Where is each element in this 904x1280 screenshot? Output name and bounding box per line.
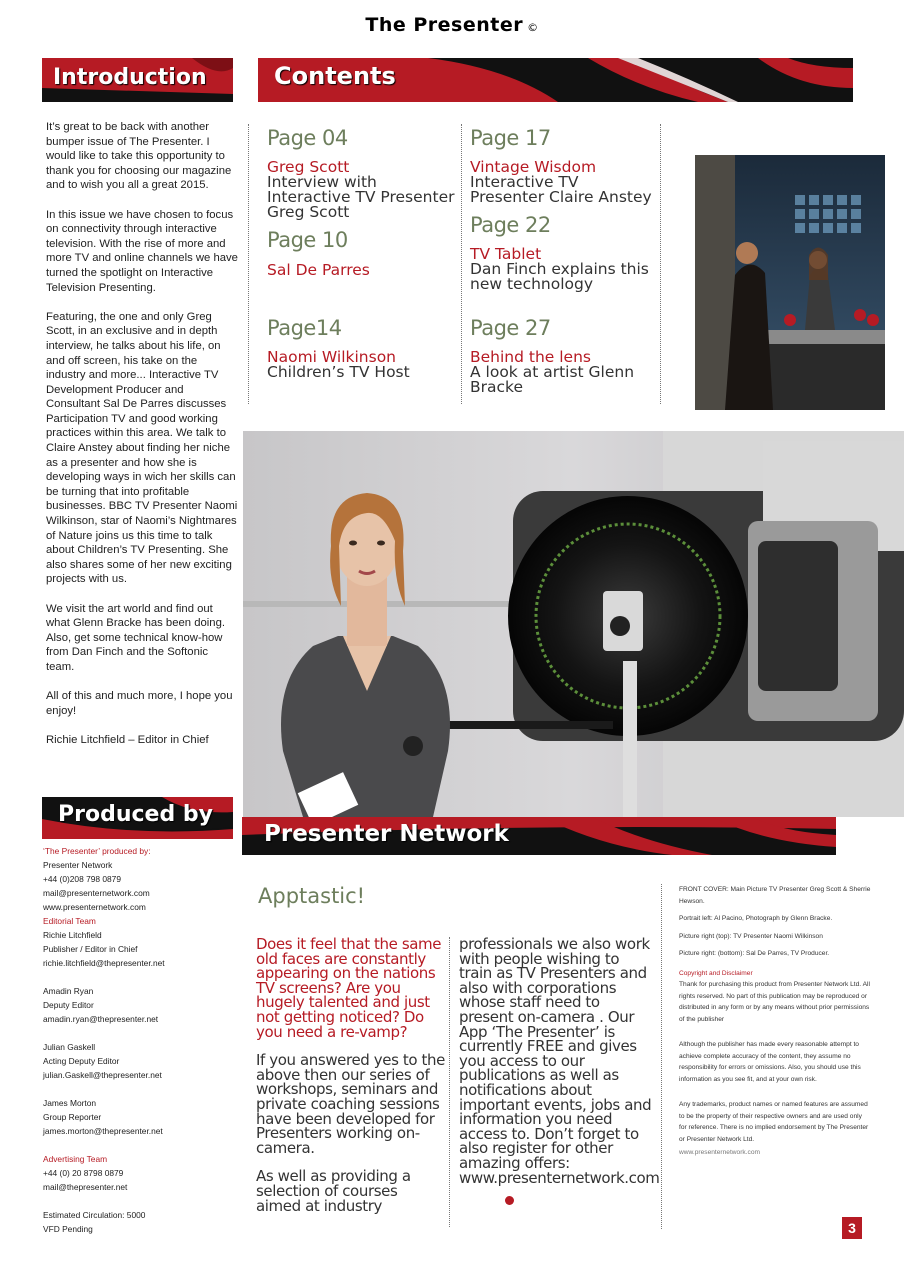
circulation-status: VFD Pending [43,1224,93,1234]
contents-heading: Contents [274,62,396,90]
company-phone: +44 (0)208 798 0879 [43,874,122,884]
apptastic-paragraph: If you answered yes to the above then our series of workshops, seminars and private coaching sessions have been developed for Presenters working on-camera. [256,1051,445,1157]
team-member-role: Acting Deputy Editor [43,1056,120,1066]
contents-page-number: Page 17 [470,126,551,150]
contents-entry[interactable] [267,126,462,220]
contents-entry[interactable] [267,316,457,380]
advertising-phone: +44 (0) 20 8798 0879 [43,1168,124,1178]
column-divider [449,937,450,1227]
contents-subtitle: Interactive TV Presenter Claire Anstey [470,173,652,206]
produced-by-label: ‘The Presenter’ produced by: [43,846,151,856]
apptastic-paragraph: As well as providing a selection of courses aimed at industry [256,1167,411,1215]
disclaimer-text: Although the publisher has made every reasonable attempt to achieve complete accuracy of the content, they assume no responsibility for errors or omissions. Also, you should use this information as you see fit, and at your own risk. [679,1041,861,1083]
credits-and-disclaimer [679,884,871,1165]
masthead-copyright: © [527,21,539,34]
team-member-role: Deputy Editor [43,1000,94,1010]
contents-page-number: Page 22 [470,213,551,237]
intro-paragraph: In this issue we have chosen to focus on connectivity through interactive television. With the rise of more and more TV and online channels we have turned the spotlight on Interactive Television Presenting. [46,208,238,294]
end-mark-icon [505,1196,514,1205]
apptastic-column-1 [256,937,446,1227]
contents-title[interactable]: Behind the lens [470,348,591,366]
picture-credit: Picture right: (bottom): Sal De Parres, TV Producer. [679,950,830,957]
company-name: Presenter Network [43,860,113,870]
produced-by-banner [42,797,233,839]
disclaimer-text: Any trademarks, product names or named features are assumed to be the property of their respective owners and are used only for reference. There is no implied endorsement by The Presenter or Presenter Network Ltd. [679,1101,869,1143]
presenter-network-heading: Presenter Network [264,821,509,847]
team-member-name: Richie Litchfield [43,930,102,940]
intro-paragraph: Featuring, the one and only Greg Scott, in an exclusive and in depth interview, he talks about his life, on and off screen, his take on the industry and more... Interactive TV Development Producer and Consultant Sal De Parres discusses Participation TV and good working practices within this area. We talk to Claire Anstey about finding her niche as a presenter and how she is developing ways in wich her skills can be turning that into profitable businesses. BBC TV Presenter Naomi Wilkinson, star of Naomi’s Nightmares of Nature joins us this time to talk about Children’s TV Presenting. She also shares some of her new exciting projects with us. [46,310,238,586]
contents-subtitle: A look at artist Glenn Bracke [470,363,635,396]
contents-subtitle: Dan Finch explains this new technology [470,260,649,293]
advertising-team-label: Advertising Team [43,1154,108,1164]
intro-signature: Richie Litchfield – Editor in Chief [46,733,209,746]
team-member-email[interactable]: julian.Gaskell@thepresenter.net [43,1070,162,1080]
circulation-estimate: Estimated Circulation: 5000 [43,1210,146,1220]
team-member-email[interactable]: james.morton@thepresenter.net [43,1126,163,1136]
presenter-camera-illustration [243,431,904,817]
produced-by-details [43,844,243,1236]
contents-entry[interactable] [470,213,655,292]
contents-title[interactable]: Naomi Wilkinson [267,348,396,366]
team-member-name: James Morton [43,1098,97,1108]
spacer [43,1194,243,1208]
credits-website-link[interactable]: www.presenternetwork.com [679,1149,760,1156]
team-member-role: Group Reporter [43,1112,102,1122]
contents-title[interactable]: Vintage Wisdom [470,158,597,176]
company-email[interactable]: mail@presenternetwork.com [43,888,150,898]
contents-title[interactable]: Greg Scott [267,158,350,176]
spacer [43,1082,243,1096]
studio-photo [695,155,885,410]
contents-subtitle: Children’s TV Host [267,363,410,381]
team-member-email[interactable]: richie.litchfield@thepresenter.net [43,958,165,968]
produced-by-heading: Produced by [58,802,213,827]
introduction-heading: Introduction [53,65,207,90]
presenter-network-banner [242,817,836,855]
introduction-text [46,120,238,762]
apptastic-title: Apptastic! [258,884,366,908]
spacer [43,970,243,984]
contents-subtitle: Interview with Interactive TV Presenter Greg Scott [267,173,455,221]
team-member-name: Julian Gaskell [43,1042,96,1052]
advertising-email[interactable]: mail@thepresenter.net [43,1182,128,1192]
contents-entry[interactable] [470,316,655,395]
spacer [43,1138,243,1152]
team-member-name: Amadin Ryan [43,986,94,996]
studio-photo-illustration [695,155,885,410]
apptastic-column-2: professionals we also work with people wishing to train as TV Presenters and also with corporations whose staff need to present on-camera . Our App ‘The Presenter’ is currently FREE and gives you access to our publications as well as notifications about important events, jobs and information you need access to. Don’t forget to also register for other amazing offers: www.presenternetwork.com [459,935,660,1187]
picture-credit: Picture right (top): TV Presenter Naomi Wilkinson [679,932,823,940]
introduction-banner [42,58,233,102]
presenter-camera-photo [243,431,904,817]
masthead [0,14,904,36]
contents-page-number: Page 27 [470,316,551,340]
contents-title[interactable]: TV Tablet [470,245,542,263]
portrait-credit: Portrait left: Al Pacino, Photograph by Glenn Bracke. [679,915,833,922]
masthead-title: The Presenter [365,14,524,36]
disclaimer-text: Thank for purchasing this product from Presenter Network Ltd. All rights reserved. No part of this publication may be reproduced or distributed in any form or by any means without prior permissions of the publisher [679,981,870,1023]
disclaimer-heading: Copyright and Disclaimer [679,969,753,977]
intro-paragraph: All of this and much more, I hope you enjoy! [46,690,233,717]
spacer [43,1026,243,1040]
contents-banner [258,58,853,102]
team-member-role: Publisher / Editor in Chief [43,944,138,954]
page-number: 3 [842,1217,862,1239]
intro-paragraph: It’s great to be back with another bumper issue of The Presenter. I would like to take this opportunity to thank you for choosing our magazine and to wish you all a great 2015. [46,121,232,192]
team-member-email[interactable]: amadin.ryan@thepresenter.net [43,1014,159,1024]
contents-entry[interactable] [267,228,457,278]
intro-paragraph: We visit the art world and find out what Glenn Bracke has been doing. Also, get some technical know-how from Dan Finch and the Softonic team. [46,602,225,673]
contents-entry[interactable] [470,126,655,205]
column-divider [248,124,249,404]
front-cover-credit: FRONT COVER: Main Picture TV Presenter Greg Scott & Sherrie Hewson. [679,886,871,905]
contents-page-number: Page 10 [267,228,348,252]
contents-title[interactable]: Sal De Parres [267,261,370,279]
editorial-team-label: Editorial Team [43,916,96,926]
company-website[interactable]: www.presenternetwork.com [43,902,146,912]
contents-page-number: Page 04 [267,126,348,150]
apptastic-lead: Does it feel that the same old faces are constantly appearing on the nations TV screens? Are you hugely talented and just not getting noticed? Do you need a re-vamp? [256,935,442,1041]
column-divider [660,124,661,404]
contents-page-number: Page14 [267,316,342,340]
column-divider [661,884,662,1229]
